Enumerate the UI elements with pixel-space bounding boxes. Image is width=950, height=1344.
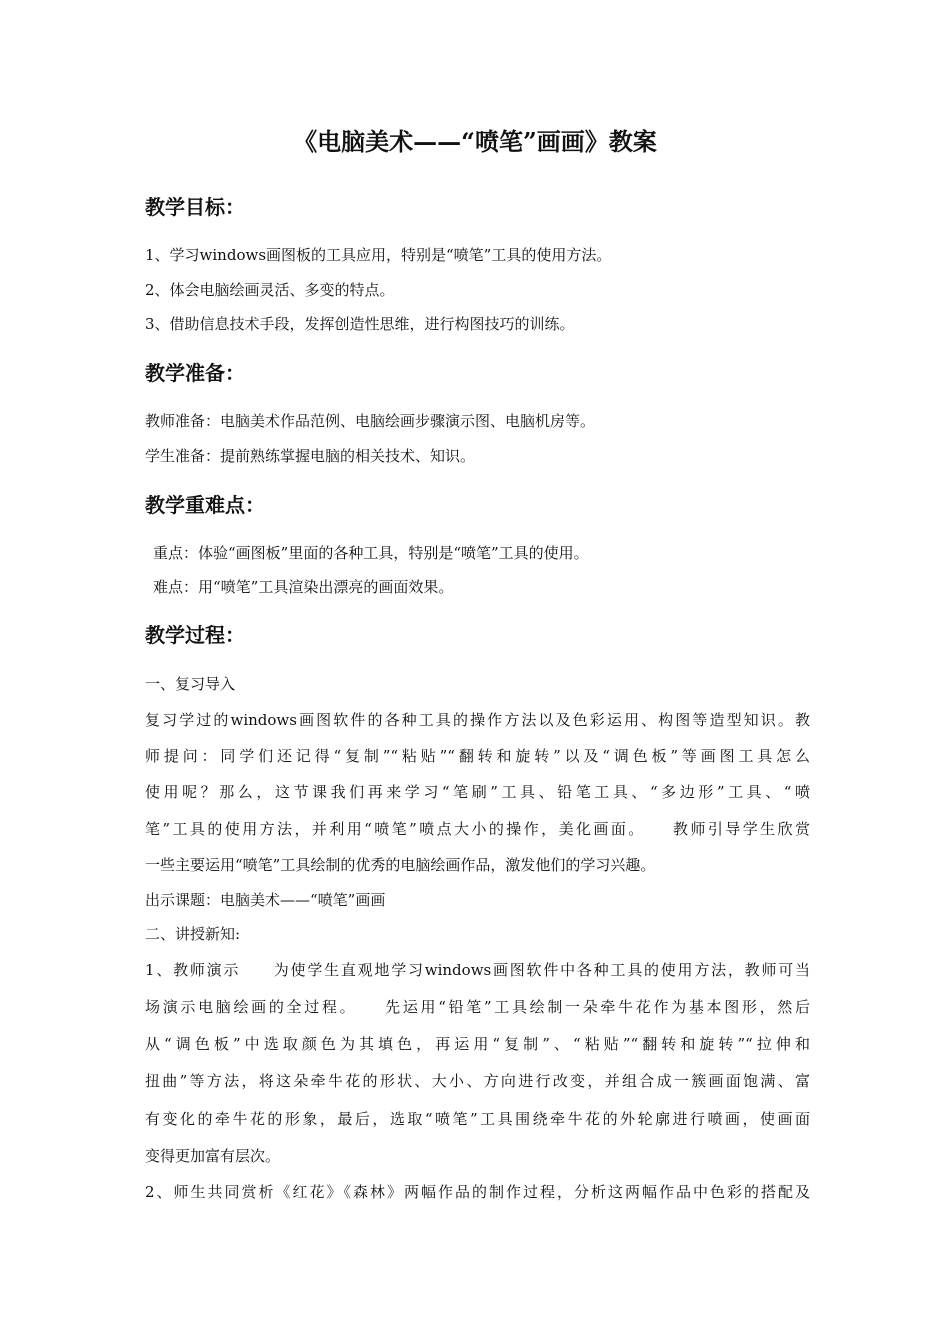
process-line: 2、师生共同赏析《红花》《森林》两幅作品的制作过程，分析这两幅作品中色彩的搭配及 bbox=[145, 1183, 810, 1201]
section-heading-objectives: 教学目标： bbox=[145, 195, 245, 219]
process-line: 复习学过的windows画图软件的各种工具的操作方法以及色彩运用、构图等造型知识。教 bbox=[145, 711, 810, 729]
objective-line-1: 1、学习windows画图板的工具应用，特别是“喷笔”工具的使用方法。 bbox=[145, 246, 612, 264]
key-point-line: 重点：体验“画图板”里面的各种工具，特别是“喷笔”工具的使用。 bbox=[153, 544, 589, 562]
section-heading-process: 教学过程： bbox=[145, 623, 245, 647]
process-line: 师提问：同学们还记得“复制”“粘贴”“翻转和旋转”以及“调色板”等画图工具怎么 bbox=[145, 747, 810, 765]
section-heading-key-points: 教学重难点： bbox=[145, 493, 265, 517]
difficult-point-line: 难点：用“喷笔”工具渲染出漂亮的画面效果。 bbox=[153, 578, 454, 596]
process-line: 扭曲”等方法，将这朵牵牛花的形状、大小、方向进行改变，并组合成一簇画面饱满、富 bbox=[145, 1072, 810, 1090]
process-subheading-review: 一、复习导入 bbox=[145, 675, 236, 693]
objective-line-3: 3、借助信息技术手段，发挥创造性思维，进行构图技巧的训练。 bbox=[145, 315, 575, 333]
objective-line-2: 2、体会电脑绘画灵活、多变的特点。 bbox=[145, 281, 395, 299]
process-line: 笔”工具的使用方法，并利用“喷笔”喷点大小的操作，美化画面。 教师引导学生欣赏 bbox=[145, 820, 810, 838]
process-line: 场演示电脑绘画的全过程。 先运用“铅笔”工具绘制一朵牵牛花作为基本图形，然后 bbox=[145, 998, 810, 1016]
preparation-line-student: 学生准备：提前熟练掌握电脑的相关技术、知识。 bbox=[145, 447, 476, 465]
process-line: 有变化的牵牛花的形象，最后，选取“喷笔”工具围绕牵牛花的外轮廓进行喷画，使画面 bbox=[145, 1110, 810, 1128]
preparation-line-teacher: 教师准备：电脑美术作品范例、电脑绘画步骤演示图、电脑机房等。 bbox=[145, 412, 596, 430]
process-line: 1、教师演示 为使学生直观地学习windows画图软件中各种工具的使用方法，教师可当 bbox=[145, 961, 810, 979]
process-line: 使用呢？那么，这节课我们再来学习“笔刷”工具、铅笔工具、“多边形”工具、“喷 bbox=[145, 783, 810, 801]
process-subheading-new-knowledge: 二、讲授新知: bbox=[145, 925, 241, 943]
document-title: 《电脑美术——“喷笔”画画》教案 bbox=[293, 127, 657, 156]
process-line: 变得更加富有层次。 bbox=[145, 1147, 281, 1165]
lesson-topic-line: 出示课题：电脑美术——“喷笔”画画 bbox=[145, 891, 386, 909]
section-heading-preparation: 教学准备： bbox=[145, 361, 245, 385]
process-line: 从“调色板”中选取颜色为其填色，再运用“复制”、“粘贴”“翻转和旋转”“拉伸和 bbox=[145, 1035, 810, 1053]
process-line: 一些主要运用“喷笔”工具绘制的优秀的电脑绘画作品，激发他们的学习兴趣。 bbox=[145, 856, 656, 874]
